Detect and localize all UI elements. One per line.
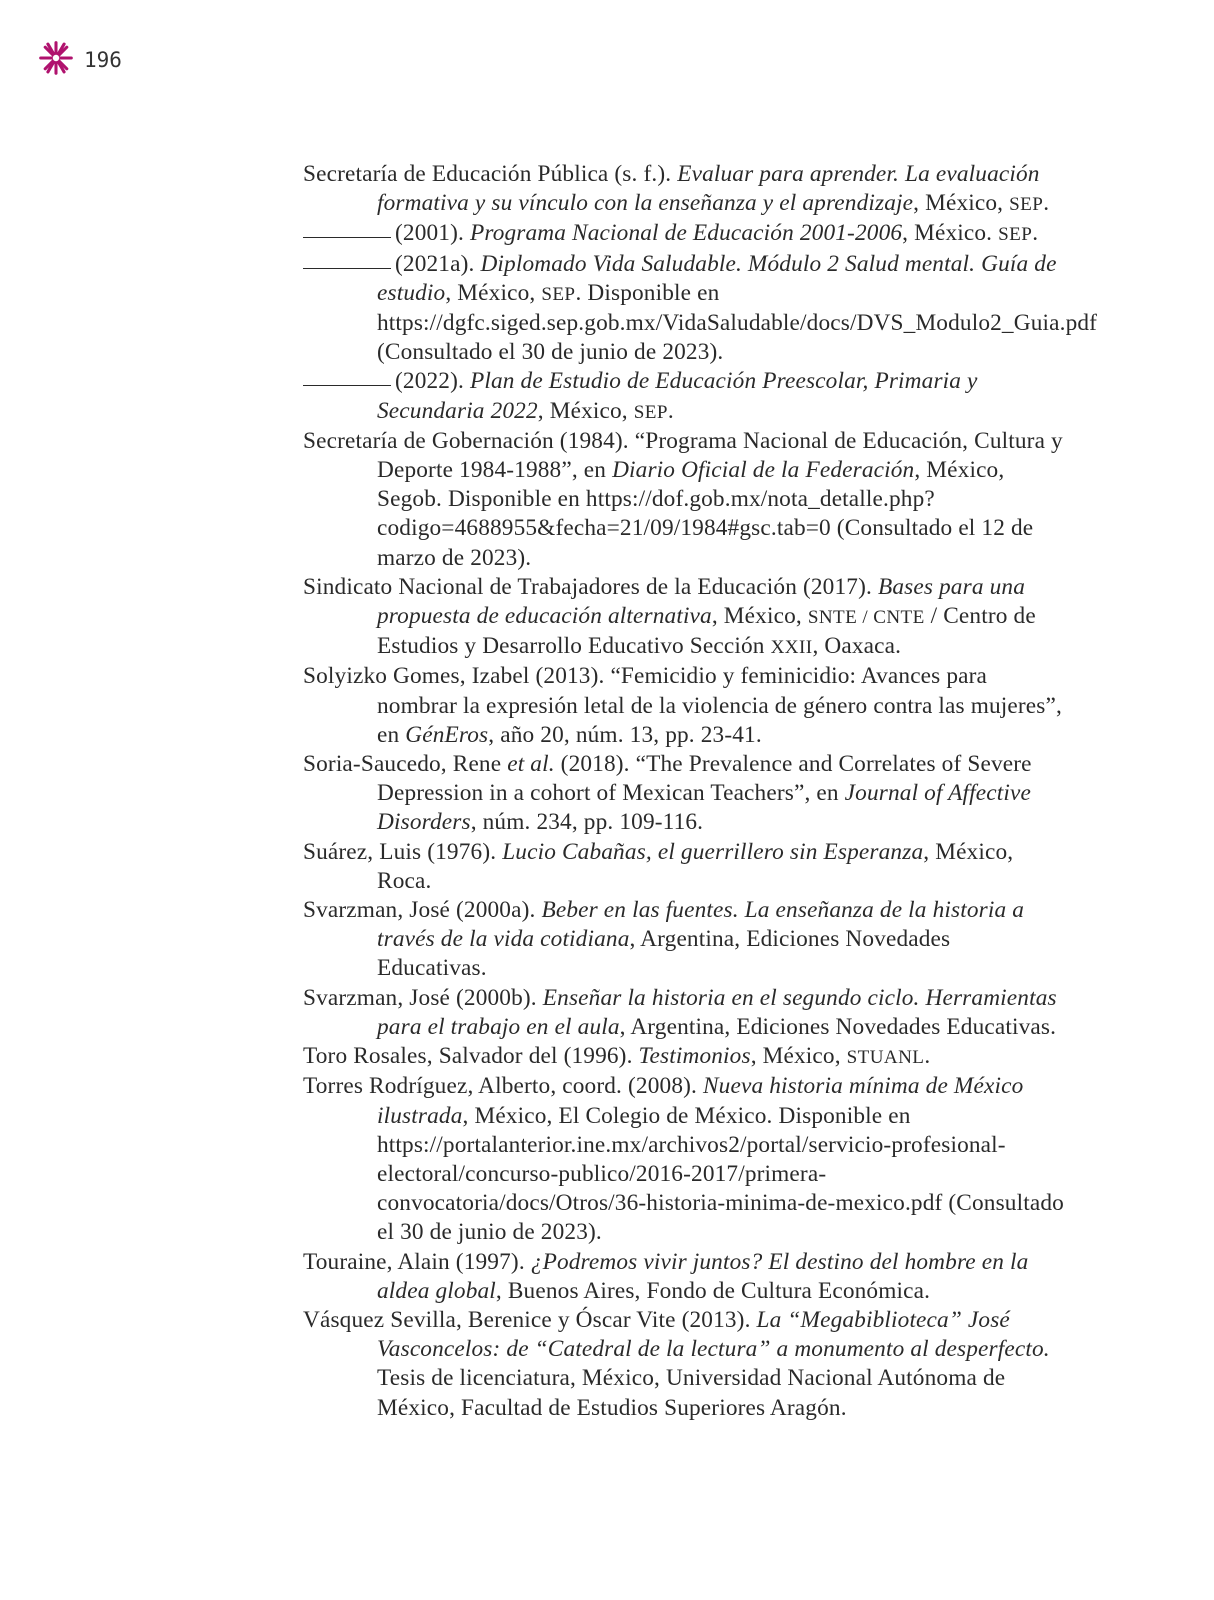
reference-text: , México, xyxy=(913,190,1010,217)
reference-text: , México, Segob. Disponible en https://dof.gob.mx/nota_detalle.php?codigo=4688955&fecha=21/09/1984#gsc.tab=0 (Consultado el 12 de marzo de 2023). xyxy=(377,457,1034,571)
reference-title: et al. xyxy=(507,751,555,778)
reference-text: SNTE / CNTE xyxy=(807,607,925,629)
reference-text: Touraine, Alain (1997). xyxy=(303,1248,531,1275)
reference-entry xyxy=(303,573,1065,663)
reference-text: , México, xyxy=(445,279,542,306)
reference-title: Evaluar para aprender. La evaluación formativa y su vínculo con la enseñanza y el aprendizaje xyxy=(377,161,1040,217)
reference-text: , México, xyxy=(711,603,808,630)
reference-text: Suárez, Luis (1976). xyxy=(303,838,503,865)
reference-title: Beber en las fuentes. La enseñanza de la historia a través de la vida cotidiana xyxy=(377,897,1025,953)
reference-text: . xyxy=(1032,220,1039,247)
reference-title: Plan de Estudio de Educación Preescolar, Primaria y Secundaria 2022 xyxy=(377,368,978,424)
reference-text: , Argentina, Ediciones Novedades Educativas. xyxy=(377,926,951,982)
reference-text: (2021a). xyxy=(395,250,481,277)
page-header xyxy=(38,40,122,80)
reference-text: Solyizko Gomes, Izabel (2013). “Femicidio y feminicidio: Avances para nombrar la expresión letal de la violencia de género contra las mujeres”, en xyxy=(303,663,1062,748)
reference-entry xyxy=(303,250,1098,368)
reference-title: Enseñar la historia en el segundo ciclo. Herramientas para el trabajo en el aula xyxy=(377,984,1057,1040)
reference-list xyxy=(303,160,1098,1423)
reference-text: , año 20, núm. 13, pp. 23-41. xyxy=(488,721,762,748)
reference-text: . Disponible en https://dgfc.siged.sep.gob.mx/VidaSaludable/docs/DVS_Modulo2_Guia.pdf (Consultado el 30 de junio de 2023). xyxy=(377,279,1098,366)
reference-title: Lucio Cabañas, el guerrillero sin Esperanza xyxy=(502,838,924,865)
reference-text: , México, xyxy=(537,397,634,424)
reference-entry xyxy=(303,662,1065,750)
reference-title: ¿Podremos vivir juntos? El destino del hombre en la aldea global xyxy=(377,1248,1029,1304)
reference-entry xyxy=(303,427,1065,573)
reference-entry xyxy=(303,1248,1065,1306)
reference-text: . xyxy=(667,397,674,424)
reference-text: Toro Rosales, Salvador del (1996). xyxy=(303,1043,639,1070)
reference-text: Soria-Saucedo, Rene xyxy=(303,751,508,778)
reference-text: SEP xyxy=(1009,194,1044,216)
reference-text: XXII xyxy=(770,637,813,659)
page-number: 196 xyxy=(84,48,122,72)
reference-title: Diplomado Vida Saludable. Módulo 2 Salud mental. Guía de estudio xyxy=(377,250,1057,306)
reference-text: (2022). xyxy=(395,368,470,395)
reference-text: , Oaxaca. xyxy=(812,633,902,660)
reference-text: , México, xyxy=(750,1043,847,1070)
reference-text: Vásquez Sevilla, Berenice y Óscar Vite (2013). xyxy=(303,1306,757,1333)
reference-title: Testimonios xyxy=(638,1043,751,1070)
reference-text: . xyxy=(924,1043,931,1070)
reference-entry xyxy=(303,750,1065,838)
reference-text: Tesis de licenciatura, México, Universidad Nacional Autónoma de México, Facultad de Estudios Superiores Aragón. xyxy=(377,1365,1006,1421)
reference-text: Secretaría de Gobernación (1984). “Programa Nacional de Educación, Cultura y Deporte 1984-1988”, en xyxy=(303,427,1063,484)
reference-text: Svarzman, José (2000b). xyxy=(303,984,543,1011)
reference-entry xyxy=(303,838,1065,896)
reference-text: . xyxy=(1043,190,1050,217)
reference-text: , México. xyxy=(902,220,999,247)
reference-text: Sindicato Nacional de Trabajadores de la Educación (2017). xyxy=(303,573,878,600)
reference-entry xyxy=(303,1072,1065,1247)
reference-text: / Centro de Estudios y Desarrollo Educativo Sección xyxy=(377,603,1036,660)
reference-entry xyxy=(303,367,1065,426)
reference-title: Journal of Affective Disorders xyxy=(377,780,1031,836)
reference-text: SEP xyxy=(633,401,668,423)
reference-entry xyxy=(303,160,1065,219)
repeat-author-rule xyxy=(303,236,391,238)
reference-text: Torres Rodríguez, Alberto, coord. (2008). xyxy=(303,1073,703,1100)
reference-text: SEP xyxy=(541,283,576,305)
reference-entry xyxy=(303,896,1065,984)
reference-title: Bases para una propuesta de educación alternativa xyxy=(377,573,1025,630)
reference-entry xyxy=(303,1042,1065,1072)
reference-text: (2018). “The Prevalence and Correlates of Severe Depression in a cohort of Mexican Teachers”, en xyxy=(377,751,1032,807)
asterisk-icon xyxy=(38,40,74,80)
reference-text: STUANL xyxy=(846,1047,925,1069)
reference-text: , México, El Colegio de México. Disponible en https://portalanterior.ine.mx/archivos2/portal/servicio-profesional-electoral/concurso-publico/2016-2017/primera-convocatoria/docs/Otros/36-historia-minima-de-mexico.pdf (Consultado el 30 de junio de 2023). xyxy=(377,1102,1064,1246)
reference-entry xyxy=(303,1306,1065,1423)
reference-entry xyxy=(303,219,1065,249)
reference-text: , México, Roca. xyxy=(377,838,1014,894)
reference-text: , núm. 234, pp. 109-116. xyxy=(470,809,704,836)
reference-title: GénEros xyxy=(405,721,489,748)
repeat-author-rule xyxy=(303,384,391,386)
reference-title: La “Megabiblioteca” José Vasconcelos: de “Catedral de la lectura” a monumento al desperfecto. xyxy=(377,1306,1050,1363)
reference-text: Svarzman, José (2000a). xyxy=(303,897,542,924)
reference-title: Programa Nacional de Educación 2001-2006 xyxy=(469,220,903,247)
reference-text: , Buenos Aires, Fondo de Cultura Económica. xyxy=(495,1277,931,1304)
reference-text: , Argentina, Ediciones Novedades Educativas. xyxy=(619,1013,1057,1040)
reference-text: (2001). xyxy=(395,220,470,247)
reference-title: Nueva historia mínima de México ilustrada xyxy=(377,1073,1024,1129)
reference-entry xyxy=(303,984,1065,1042)
repeat-author-rule xyxy=(303,267,391,269)
reference-text: Secretaría de Educación Pública (s. f.). xyxy=(303,161,678,187)
reference-title: Diario Oficial de la Federación xyxy=(612,457,915,484)
reference-text: SEP xyxy=(998,224,1033,246)
